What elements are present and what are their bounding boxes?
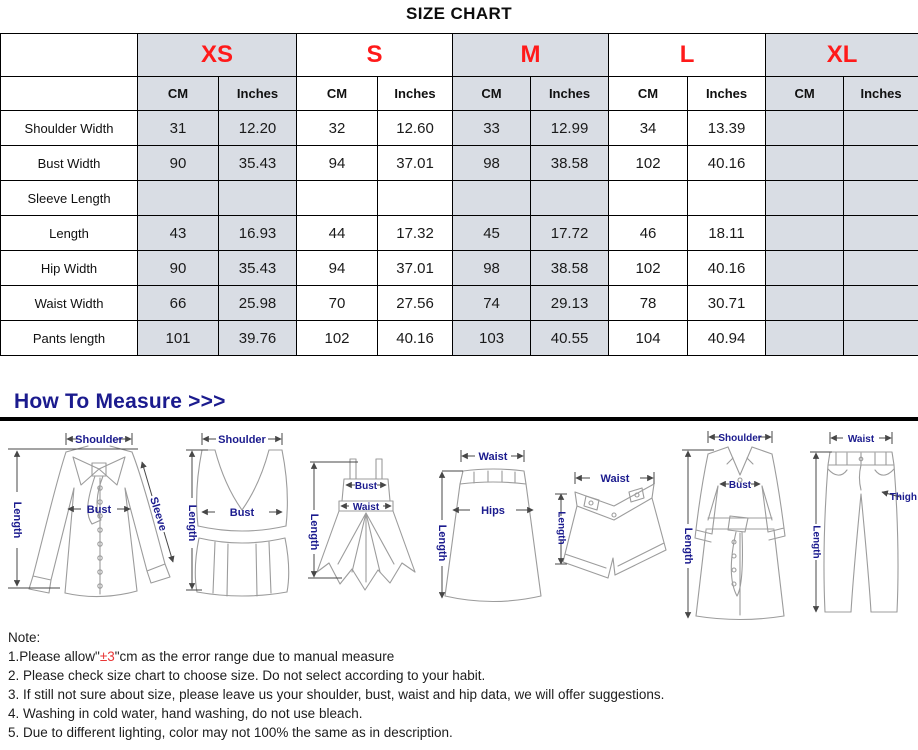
dress-drawing [317,459,415,590]
cell: 38.58 [531,251,609,286]
row-label: Shoulder Width [1,111,138,146]
unit-cell: CM [453,77,531,111]
unit-cell: CM [138,77,219,111]
cell: 40.16 [688,146,766,181]
unit-cell: CM [609,77,688,111]
cell: 103 [453,321,531,356]
cell: 101 [138,321,219,356]
cell: 94 [297,251,378,286]
notes-section [8,628,664,742]
cell: 37.01 [378,146,453,181]
cell [138,181,219,216]
cell: 46 [609,216,688,251]
cell [766,251,844,286]
cell: 31 [138,111,219,146]
cell: 12.20 [219,111,297,146]
coat-shoulder-label: Shoulder [718,433,762,444]
cell [453,181,531,216]
table-row-waist-width [1,286,918,321]
tank-top-drawing [195,450,288,596]
cell [766,111,844,146]
cell: 29.13 [531,286,609,321]
cell: 94 [297,146,378,181]
cell [844,111,918,146]
cell: 18.11 [688,216,766,251]
blouse-bust-label: Bust [86,504,112,516]
cell: 44 [297,216,378,251]
cell [688,181,766,216]
unit-cell: CM [297,77,378,111]
shorts-length-label: Length [555,511,567,545]
cell: 35.43 [219,146,297,181]
cell: 12.60 [378,111,453,146]
cell [844,146,918,181]
unit-cell: Inches [219,77,297,111]
table-row-sleeve-length [1,181,918,216]
note1-highlight: ±3 [99,649,115,664]
table-row-length [1,216,918,251]
cell: 33 [453,111,531,146]
corner-cell [1,34,138,77]
tank-top-diagram [182,430,300,624]
coat-length-label: Length [682,527,694,565]
pants-thigh-label: Thigh [889,492,917,503]
cell [766,181,844,216]
page-title: SIZE CHART [406,4,512,23]
blouse-diagram [4,430,180,624]
cell: 37.01 [378,251,453,286]
dress-bust-label: Bust [354,481,378,492]
dress-waist-label: Waist [352,502,380,513]
cell: 66 [138,286,219,321]
cell: 70 [297,286,378,321]
row-label: Sleeve Length [1,181,138,216]
pants-drawing [824,452,898,612]
size-header-row [1,34,918,77]
cell: 98 [453,251,531,286]
cell: 43 [138,216,219,251]
cell: 45 [453,216,531,251]
cell: 38.58 [531,146,609,181]
tank-bust-label: Bust [229,507,255,519]
skirt-length-label: Length [436,524,448,562]
size-chart-table [0,33,918,356]
cell [844,321,918,356]
unit-header-row [1,77,918,111]
cell [219,181,297,216]
cell: 40.94 [688,321,766,356]
cell [297,181,378,216]
unit-cell: Inches [378,77,453,111]
cell [844,216,918,251]
cell: 40.16 [688,251,766,286]
note-line-1 [8,647,664,666]
note1-prefix: 1.Please allow" [8,649,100,664]
row-label: Hip Width [1,251,138,286]
table-row-shoulder-width [1,111,918,146]
cell: 32 [297,111,378,146]
unit-cell: CM [766,77,844,111]
pants-length-label: Length [810,525,822,559]
size-header-l: L [609,34,766,77]
size-header-s: S [297,34,453,77]
unit-cell: Inches [688,77,766,111]
cell: 102 [609,251,688,286]
cell [766,286,844,321]
table-row-bust-width [1,146,918,181]
coat-diagram [670,428,802,626]
cell: 35.43 [219,251,297,286]
table-row-pants-length [1,321,918,356]
note-line-4: 4. Washing in cold water, hand washing, do not use bleach. [8,706,363,721]
pants-waist-label: Waist [847,434,875,445]
shorts-drawing [563,484,666,578]
dress-length-label: Length [308,513,320,551]
divider-line [0,417,918,421]
row-label: Length [1,216,138,251]
cell: 90 [138,146,219,181]
pants-diagram [802,428,918,624]
note-line-3: 3. If still not sure about size, please leave us your shoulder, bust, waist and hip data, we will offer suggestions. [8,687,665,702]
cell: 30.71 [688,286,766,321]
notes-title: Note: [8,630,41,645]
cell: 13.39 [688,111,766,146]
size-header-xs: XS [138,34,297,77]
tank-shoulder-label: Shoulder [218,434,266,446]
cell: 102 [297,321,378,356]
cell: 40.55 [531,321,609,356]
how-to-measure-heading: How To Measure >>> [14,390,226,413]
note-line-2: 2. Please check size chart to choose size. Do not select according to your habit. [8,668,486,683]
skirt-drawing [445,469,541,602]
row-label: Bust Width [1,146,138,181]
blouse-shoulder-label: Shoulder [75,434,123,446]
cell: 74 [453,286,531,321]
row-label: Waist Width [1,286,138,321]
skirt-waist-label: Waist [478,451,508,463]
cell: 17.32 [378,216,453,251]
cell: 27.56 [378,286,453,321]
cell: 102 [609,146,688,181]
shorts-diagram [544,448,670,608]
cell: 34 [609,111,688,146]
table-row-hip-width [1,251,918,286]
cell: 90 [138,251,219,286]
size-header-m: M [453,34,609,77]
shorts-waist-label: Waist [600,473,630,485]
cell [609,181,688,216]
cell [531,181,609,216]
skirt-hips-label: Hips [481,505,505,517]
cell [378,181,453,216]
size-header-xl: XL [766,34,918,77]
blouse-length-label: Length [11,501,23,539]
cell: 104 [609,321,688,356]
cell [766,321,844,356]
cell: 17.72 [531,216,609,251]
cell [766,216,844,251]
cell: 16.93 [219,216,297,251]
cell [844,251,918,286]
cell: 98 [453,146,531,181]
coat-bust-label: Bust [728,480,752,491]
blouse-sleeve-label: Sleeve [147,495,169,533]
coat-drawing [695,447,785,620]
corner-cell-2 [1,77,138,111]
skirt-diagram [430,446,552,622]
cell: 12.99 [531,111,609,146]
note1-suffix: "cm as the error range due to manual measure [114,649,395,664]
cell [766,146,844,181]
tank-length-label: Length [186,504,198,542]
unit-cell: Inches [531,77,609,111]
cell: 25.98 [219,286,297,321]
dress-diagram [302,432,428,622]
cell [844,181,918,216]
note-line-5: 5. Due to different lighting, color may not 100% the same as in description. [8,725,453,740]
blouse-drawing [29,446,170,597]
unit-cell: Inches [844,77,918,111]
cell: 39.76 [219,321,297,356]
row-label: Pants length [1,321,138,356]
cell: 40.16 [378,321,453,356]
cell: 78 [609,286,688,321]
cell [844,286,918,321]
